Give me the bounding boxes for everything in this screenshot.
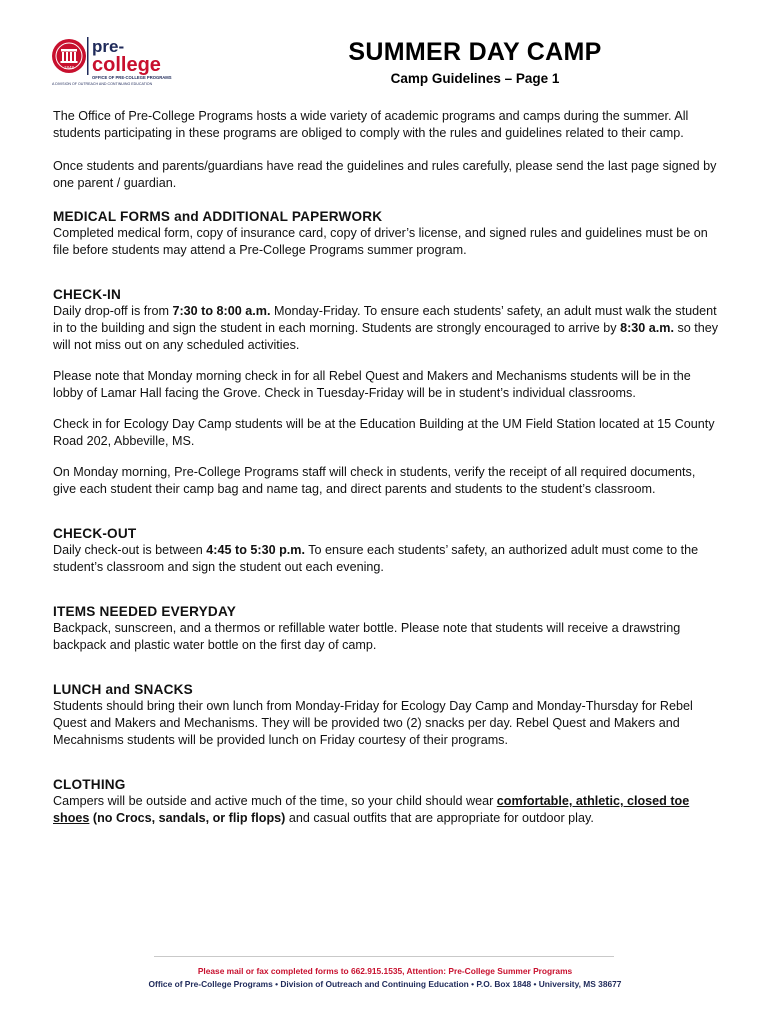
checkin-paragraph-4: On Monday morning, Pre-College Programs staff will check in students, verify the receipt of all required documents, give each student their camp bag and name tag, and direct parents and students to the student’s classroom.	[53, 465, 696, 496]
intro-paragraph-2: Once students and parents/guardians have read the guidelines and rules carefully, please send the last page signed by one parent / guardian.	[53, 159, 717, 190]
section-heading-lunch: LUNCH and SNACKS	[53, 682, 193, 697]
checkout-paragraph: Daily check-out is between 4:45 to 5:30 p.m. To ensure each students’ safety, an authorized adult must come to the student’s classroom and sign the student out each evening.	[53, 543, 699, 574]
document-title: SUMMER DAY CAMP	[348, 38, 602, 66]
items-paragraph: Backpack, sunscreen, and a thermos or refillable water bottle. Please note that students will receive a drawstring backpack and plastic water bottle on the first day of camp.	[53, 621, 681, 652]
pre-college-logo	[50, 34, 200, 94]
svg-text:college: college	[92, 54, 161, 76]
checkin-paragraph-3: Check in for Ecology Day Camp students will be at the Education Building at the UM Field Station located at 15 County Road 202, Abbeville, MS.	[53, 417, 715, 448]
section-heading-medical: MEDICAL FORMS and ADDITIONAL PAPERWORK	[53, 209, 383, 224]
intro-paragraph-1: The Office of Pre-College Programs hosts a wide variety of academic programs and camps during the summer. All students participating in these programs are obliged to comply with the rules and guidelines related to their camp.	[53, 109, 689, 140]
pickup-time: 4:45 to 5:30 p.m.	[206, 543, 305, 557]
svg-text:A DIVISION OF OUTREACH AND CON: A DIVISION OF OUTREACH AND CONTINUING EDUCATION	[52, 82, 153, 86]
footer-mail-instructions: Please mail or fax completed forms to 662.915.1535, Attention: Pre-College Summer Programs	[197, 966, 573, 976]
checkin-paragraph-1: Daily drop-off is from 7:30 to 8:00 a.m. Monday-Friday. To ensure each students’ safety, an adult must walk the student in to the building and sign the student in each morning. Students are strongly encouraged to arrive by 8:30 a.m. so they will not miss out on any scheduled activities.	[53, 304, 719, 352]
medical-paragraph: Completed medical form, copy of insurance card, copy of driver’s license, and signed rules and guidelines must be on file before students may attend a Pre-College Programs summer program.	[53, 226, 708, 257]
section-heading-clothing: CLOTHING	[53, 777, 126, 792]
checkin-paragraph-2: Please note that Monday morning check in for all Rebel Quest and Makers and Mechanisms students will be in the lobby of Lamar Hall facing the Grove. Check in Tuesday-Friday will be in student’s individual classrooms.	[53, 369, 691, 400]
svg-text:1848: 1848	[63, 65, 75, 70]
section-heading-checkin: CHECK-IN	[53, 287, 122, 302]
shoe-exclusions: (no Crocs, sandals, or flip flops)	[89, 811, 286, 825]
footer-divider	[154, 956, 614, 957]
dropoff-time: 7:30 to 8:00 a.m.	[172, 304, 271, 318]
lunch-paragraph: Students should bring their own lunch from Monday-Friday for Ecology Day Camp and Monday-Thursday for Rebel Quest and Makers and Mechanisms. They will be provided two (2) snacks per day. Rebel Quest and Makers and Mecahnisms students will be provided lunch on Friday courtesy of their programs.	[53, 699, 693, 747]
clothing-paragraph: Campers will be outside and active much of the time, so your child should wear comfortable, athletic, closed toe shoes (no Crocs, sandals, or flip flops) and casual outfits that are appropriate for outdoor play.	[53, 794, 690, 825]
document-body	[53, 108, 721, 827]
section-heading-checkout: CHECK-OUT	[53, 526, 137, 541]
shoe-requirement: comfortable, athletic, closed toe shoes	[53, 794, 690, 825]
svg-text:OFFICE OF PRE-COLLEGE PROGRAMS: OFFICE OF PRE-COLLEGE PROGRAMS	[92, 75, 172, 80]
arrive-by-time: 8:30 a.m.	[620, 321, 674, 335]
document-subtitle: Camp Guidelines – Page 1	[390, 71, 560, 86]
footer-address: Office of Pre-College Programs • Division of Outreach and Continuing Education • P.O. Box 1848 • University, MS 38677	[148, 979, 622, 989]
section-heading-items: ITEMS NEEDED EVERYDAY	[53, 604, 236, 619]
svg-text:pre-: pre-	[92, 37, 125, 56]
